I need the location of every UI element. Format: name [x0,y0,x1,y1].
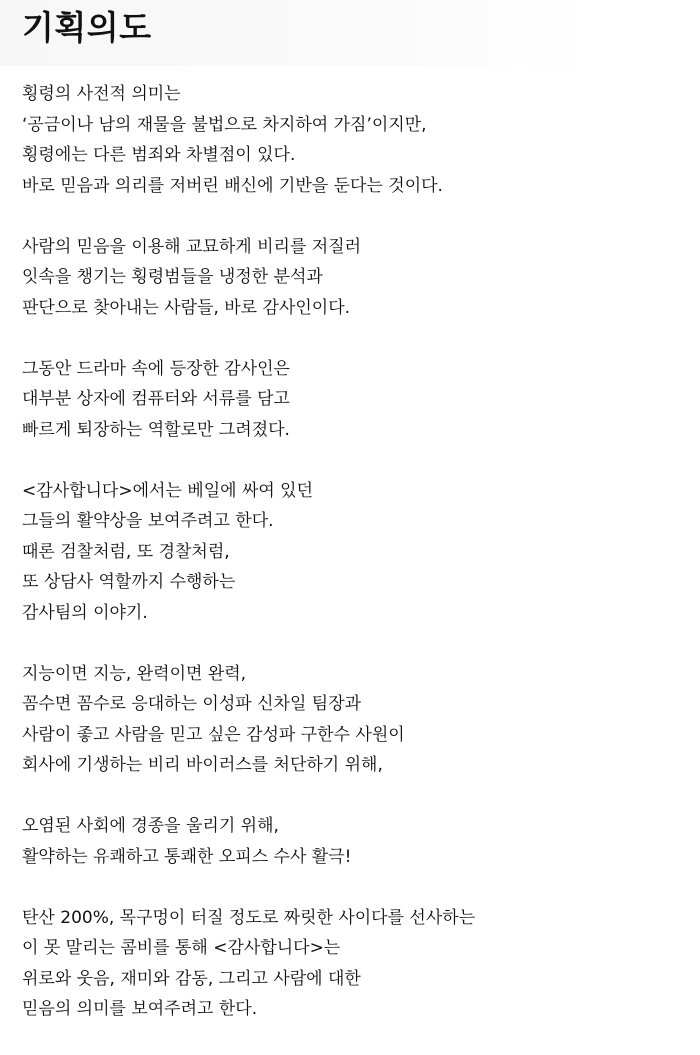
text-line: 꼼수면 꼼수로 응대하는 이성파 신차일 팀장과 [22,694,362,714]
text-line: 사람의 믿음을 이용해 교묘하게 비리를 저질러 [22,236,362,257]
paragraph-office-drama [22,811,682,872]
text-line: 빠르게 퇴장하는 역할로만 그려졌다. [22,419,290,440]
text-line: 그동안 드라마 속에 등장한 감사인은 [22,358,290,379]
paragraph-characters [22,659,682,781]
paragraph-closing [22,903,682,1025]
text-line: ‘공금이나 남의 재물을 불법으로 차지하여 가짐’이지만, [22,114,427,135]
text-line: 지능이면 지능, 완력이면 완력, [22,663,247,684]
paragraph-definition [22,79,682,201]
text-line: 위로와 웃음, 재미와 감동, 그리고 사람에 대한 [22,968,361,989]
paragraph-audit-team [22,476,682,629]
text-line: 잇속을 챙기는 횡령범들을 냉정한 분석과 [22,267,323,287]
text-line: 감사팀의 이야기. [22,602,148,623]
paragraph-auditors [22,232,682,324]
text-line: 때론 검찰처럼, 또 경찰처럼, [22,541,230,562]
text-line: 오염된 사회에 경종을 울리기 위해, [22,816,279,836]
text-line: 횡령의 사전적 의미는 [22,84,181,104]
text-line: 횡령에는 다른 범죄와 차별점이 있다. [22,145,296,165]
paragraph-drama-portrayal [22,354,682,446]
text-line: 사람이 좋고 사람을 믿고 싶은 감성파 구한수 사원이 [22,724,405,745]
text-line: 또 상담사 역할까지 수행하는 [22,572,236,592]
text-line: 활약하는 유쾌하고 통쾌한 오피스 수사 활극! [22,846,352,867]
text-line: <감사합니다>에서는 베일에 싸여 있던 [22,480,314,501]
text-line: 그들의 활약상을 보여주려고 한다. [22,511,274,531]
text-line: 회사에 기생하는 비리 바이러스를 처단하기 위해, [22,755,383,775]
text-line: 탄산 200%, 목구멍이 터질 정도로 짜릿한 사이다를 선사하는 [22,907,476,928]
text-line: 이 못 말리는 콤비를 통해 <감사합니다>는 [22,938,341,958]
text-line: 바로 믿음과 의리를 저버린 배신에 기반을 둔다는 것이다. [22,175,443,196]
planning-intent-text [22,79,682,1055]
text-line: 판단으로 찾아내는 사람들, 바로 감사인이다. [22,297,351,318]
text-line: 대부분 상자에 컴퓨터와 서류를 담고 [22,389,290,409]
text-line: 믿음의 의미를 보여주려고 한다. [22,999,258,1019]
page-title: 기획의도 [22,8,152,47]
